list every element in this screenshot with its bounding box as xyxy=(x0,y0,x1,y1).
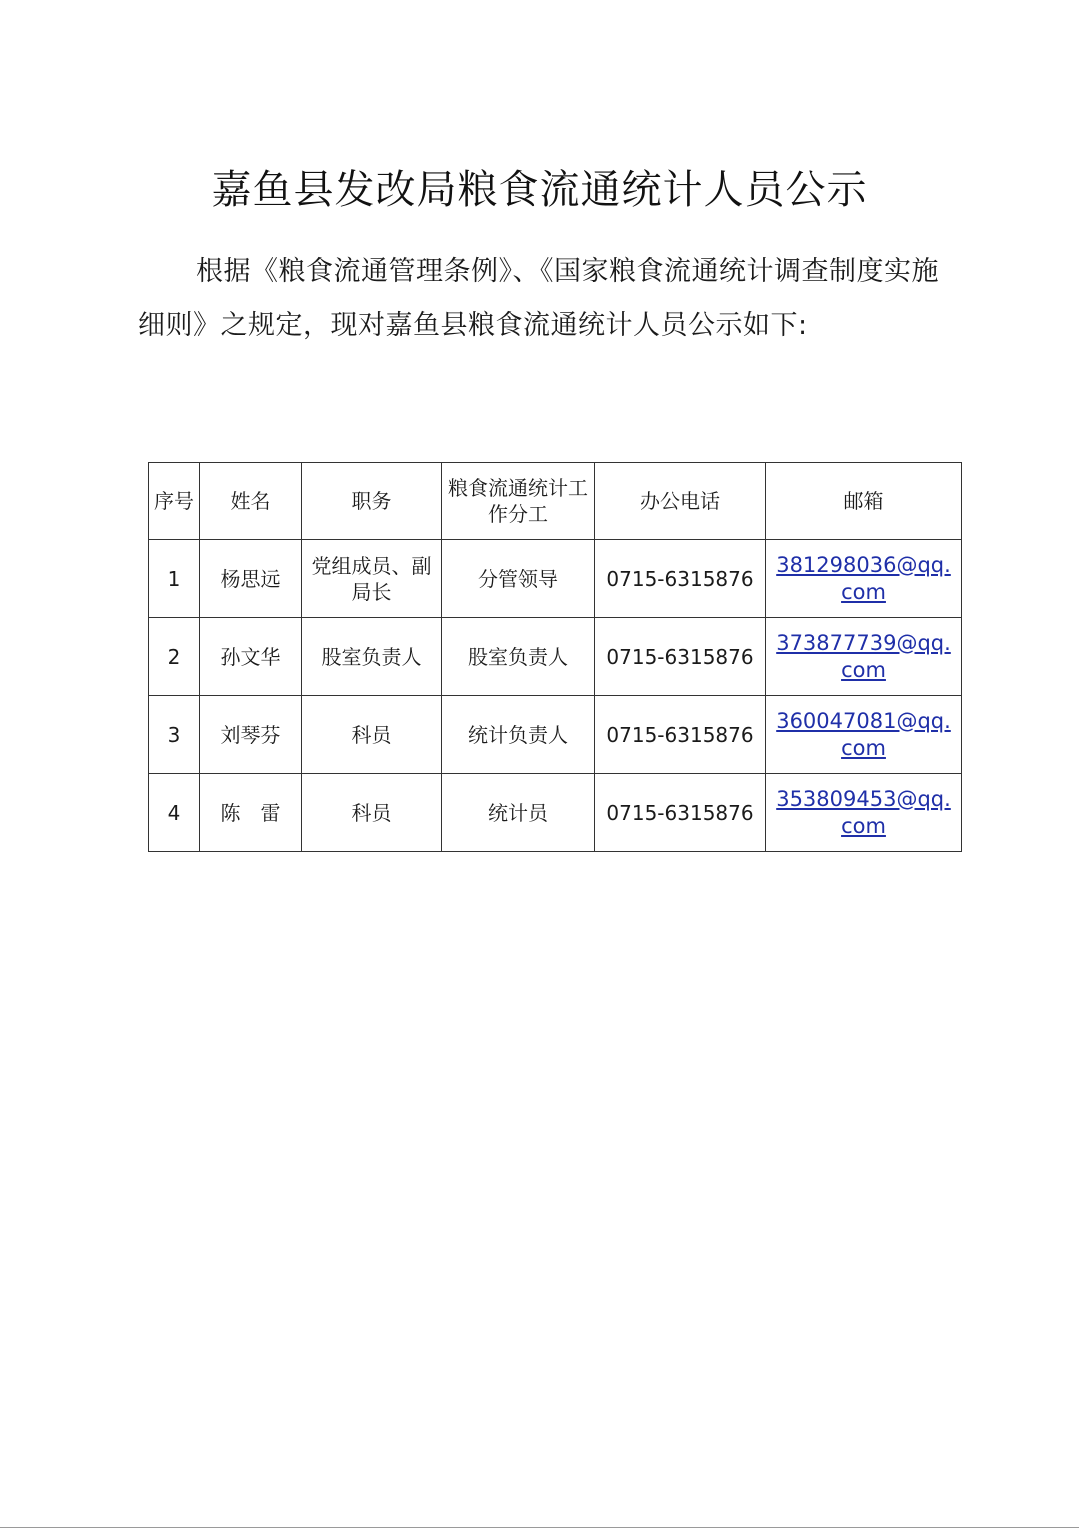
header-name: 姓名 xyxy=(200,463,302,540)
cell-position: 党组成员、副局长 xyxy=(302,540,442,618)
header-position: 职务 xyxy=(302,463,442,540)
intro-paragraph: 根据《粮食流通管理条例》、《国家粮食流通统计调查制度实施细则》之规定，现对嘉鱼县粮食流通统计人员公示如下: xyxy=(138,256,939,341)
email-link[interactable]: 353809453@qq.com xyxy=(776,786,951,838)
cell-seq: 2 xyxy=(149,618,200,696)
table-row xyxy=(149,540,962,618)
cell-email xyxy=(766,774,962,852)
cell-position: 科员 xyxy=(302,696,442,774)
email-link[interactable]: 373877739@qq.com xyxy=(776,630,951,682)
cell-seq: 4 xyxy=(149,774,200,852)
cell-seq: 1 xyxy=(149,540,200,618)
header-email: 邮箱 xyxy=(766,463,962,540)
cell-email xyxy=(766,618,962,696)
cell-phone: 0715-6315876 xyxy=(595,696,766,774)
staff-table xyxy=(148,462,962,852)
header-seq: 序号 xyxy=(149,463,200,540)
cell-seq: 3 xyxy=(149,696,200,774)
header-duty: 粮食流通统计工作分工 xyxy=(442,463,595,540)
email-link[interactable]: 381298036@qq.com xyxy=(776,552,951,604)
cell-name: 孙文华 xyxy=(200,618,302,696)
cell-phone: 0715-6315876 xyxy=(595,618,766,696)
cell-email xyxy=(766,696,962,774)
table-row xyxy=(149,618,962,696)
cell-duty: 统计员 xyxy=(442,774,595,852)
email-link[interactable]: 360047081@qq.com xyxy=(776,708,951,760)
cell-phone: 0715-6315876 xyxy=(595,540,766,618)
table-header-row xyxy=(149,463,962,540)
cell-duty: 分管领导 xyxy=(442,540,595,618)
cell-phone: 0715-6315876 xyxy=(595,774,766,852)
cell-duty: 股室负责人 xyxy=(442,618,595,696)
cell-position: 科员 xyxy=(302,774,442,852)
document-title: 嘉鱼县发改局粮食流通统计人员公示 xyxy=(211,167,868,213)
header-phone: 办公电话 xyxy=(595,463,766,540)
cell-name: 杨思远 xyxy=(200,540,302,618)
table-row xyxy=(149,774,962,852)
cell-duty: 统计负责人 xyxy=(442,696,595,774)
cell-name: 刘琴芬 xyxy=(200,696,302,774)
cell-name: 陈 雷 xyxy=(200,774,302,852)
table-row xyxy=(149,696,962,774)
cell-email xyxy=(766,540,962,618)
cell-position: 股室负责人 xyxy=(302,618,442,696)
